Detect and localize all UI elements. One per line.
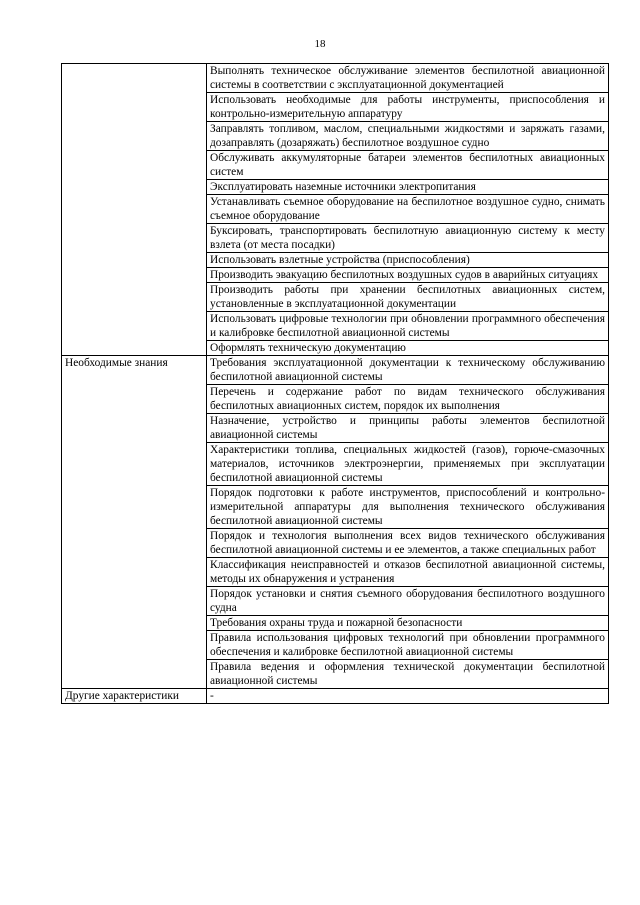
- requirement-item: Порядок и технология выполнения всех видов технического обслуживания беспилотной авиационной системы и ее элементов, а также специальных работ: [207, 529, 609, 558]
- requirement-item: Эксплуатировать наземные источники электропитания: [207, 180, 609, 195]
- requirement-item: Устанавливать съемное оборудование на беспилотное воздушное судно, снимать съемное оборудование: [207, 195, 609, 224]
- requirement-item: Оформлять техническую документацию: [207, 341, 609, 356]
- section-label: [62, 64, 207, 356]
- competency-table: [61, 63, 609, 704]
- table-row: [62, 689, 609, 704]
- requirement-item: Назначение, устройство и принципы работы элементов беспилотной авиационной системы: [207, 414, 609, 443]
- requirement-item: -: [207, 689, 609, 704]
- requirement-item: Правила ведения и оформления технической документации беспилотной авиационной системы: [207, 660, 609, 689]
- table-body: [62, 64, 609, 704]
- requirement-item: Производить работы при хранении беспилотных авиационных систем, установленные в эксплуатационной документации: [207, 283, 609, 312]
- requirement-item: Классификация неисправностей и отказов беспилотной авиационной системы, методы их обнаружения и устранения: [207, 558, 609, 587]
- requirement-item: Требования охраны труда и пожарной безопасности: [207, 616, 609, 631]
- requirement-item: Производить эвакуацию беспилотных воздушных судов в аварийных ситуациях: [207, 268, 609, 283]
- requirement-item: Правила использования цифровых технологий при обновлении программного обеспечения и калибровке беспилотной авиационной системы: [207, 631, 609, 660]
- requirement-item: Требования эксплуатационной документации к техническому обслуживанию беспилотной авиационной системы: [207, 356, 609, 385]
- requirement-item: Буксировать, транспортировать беспилотную авиационную систему к месту взлета (от места посадки): [207, 224, 609, 253]
- requirement-item: Использовать взлетные устройства (приспособления): [207, 253, 609, 268]
- requirement-item: Порядок установки и снятия съемного оборудования беспилотного воздушного судна: [207, 587, 609, 616]
- requirement-item: Порядок подготовки к работе инструментов, приспособлений и контрольно-измерительной аппаратуры для выполнения технического обслуживания беспилотной авиационной системы: [207, 486, 609, 529]
- page-number: 18: [314, 38, 326, 50]
- requirement-item: Характеристики топлива, специальных жидкостей (газов), горюче-смазочных материалов, источников электроэнергии, применяемых при эксплуатации беспилотной авиационной системы: [207, 443, 609, 486]
- requirement-item: Перечень и содержание работ по видам технического обслуживания беспилотных авиационных систем, порядок их выполнения: [207, 385, 609, 414]
- requirement-item: Заправлять топливом, маслом, специальными жидкостями и заряжать газами, дозаправлять (дозаряжать) беспилотное воздушное судно: [207, 122, 609, 151]
- requirement-item: Использовать цифровые технологии при обновлении программного обеспечения и калибровке беспилотной авиационной системы: [207, 312, 609, 341]
- table-row: [62, 64, 609, 93]
- section-label: Другие характеристики: [62, 689, 207, 704]
- requirement-item: Использовать необходимые для работы инструменты, приспособления и контрольно-измерительную аппаратуру: [207, 93, 609, 122]
- section-label: Необходимые знания: [62, 356, 207, 689]
- table-row: [62, 356, 609, 385]
- requirement-item: Обслуживать аккумуляторные батареи элементов беспилотных авиационных систем: [207, 151, 609, 180]
- requirement-item: Выполнять техническое обслуживание элементов беспилотной авиационной системы в соответствии с эксплуатационной документацией: [207, 64, 609, 93]
